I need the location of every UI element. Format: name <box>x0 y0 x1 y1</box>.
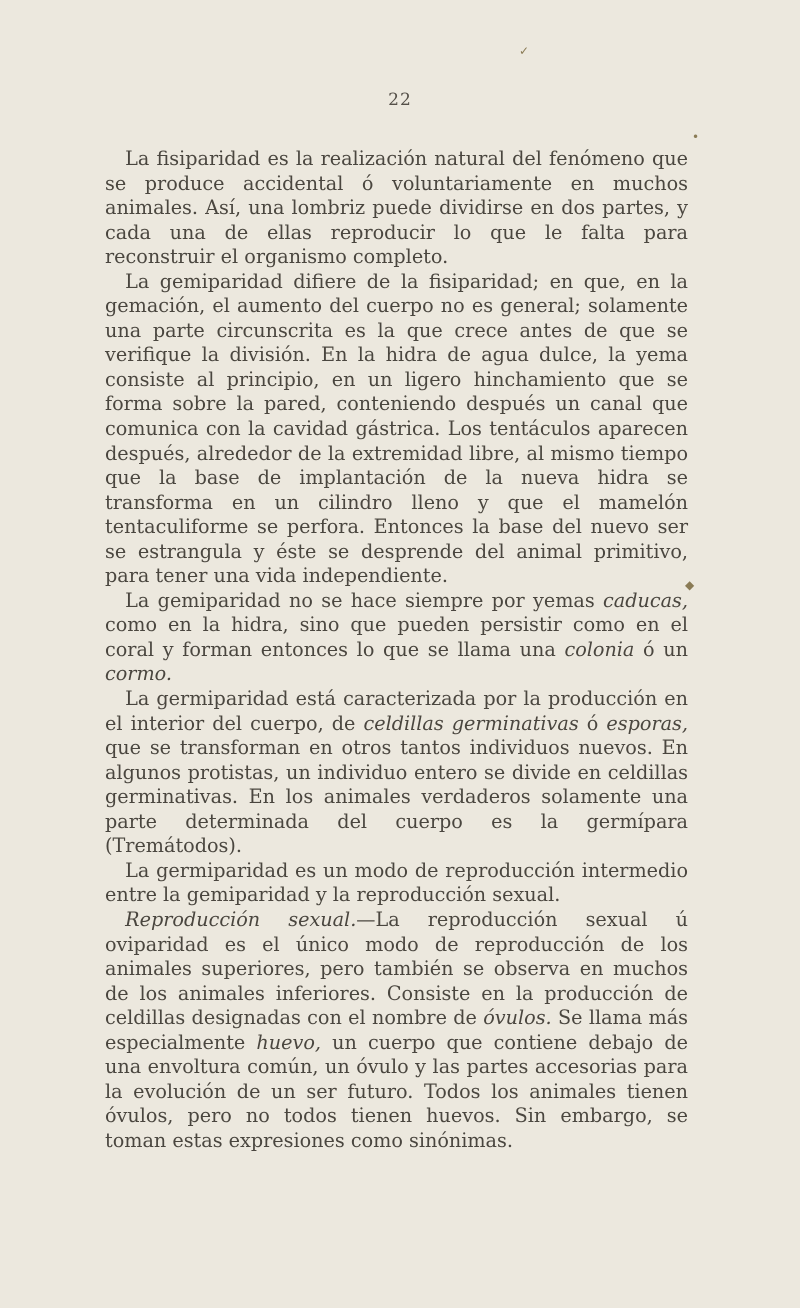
italic-term: Reproducción sexual. <box>125 907 357 931</box>
print-mark: ✓ <box>519 44 530 58</box>
print-dot: • <box>692 130 700 144</box>
paragraph <box>105 908 688 1153</box>
text-run: La gemiparidad difiere de la fisiparidad; en que, en la gemación, el aumento del cuerpo no es general; solamente una parte circunscrita es la que crece antes de que se verifique la división. En la hidra de agua dulce, la yema consiste al principio, en un ligero hinchamiento que se forma sobre la pared, conteniendo después un canal que comunica con la cavidad gástrica. Los tentáculos aparecen después, alrededor de la extremidad libre, al mismo tiempo que la base de implantación de la nueva hidra se transforma en un cilindro lleno y que el mamelón tentaculiforme se perfora. Entonces la base del nuevo ser se estrangula y éste se desprende del animal primitivo, para tener una vida independiente. <box>105 269 688 588</box>
paragraph <box>105 270 688 589</box>
paragraph <box>105 589 688 687</box>
text-run: que se transforman en otros tantos individuos nuevos. En algunos protistas, un individuo entero se divide en celdillas germinativas. En los animales verdaderos solamente una parte determinada del cuerpo es la germípara (Tremátodos). <box>105 736 688 858</box>
paragraph <box>105 147 688 270</box>
italic-term: huevo, <box>256 1030 321 1054</box>
text-run: La fisiparidad es la realización natural del fenómeno que se produce accidental ó voluntariamente en muchos animales. Así, una lombriz puede dividirse en dos partes, y cada una de ellas reproducir lo que le falta para reconstruir el organismo completo. <box>105 147 688 269</box>
text-run: La germiparidad es un modo de reproducción intermedio entre la gemiparidad y la reproducción sexual. <box>105 858 688 907</box>
italic-term: cormo. <box>105 662 172 686</box>
italic-term: celdillas germinativas <box>363 711 579 735</box>
text-run: La germiparidad está caracterizada por la producción en el interior del cuerpo, de <box>105 687 688 735</box>
italic-term: óvulos. <box>483 1006 552 1030</box>
text-run: —La reproducción sexual ú oviparidad es el único modo de reproducción de los animales superiores, pero también se observa en muchos de los animales inferiores. Consiste en la producción de celdillas designadas con el nombre de <box>105 907 688 1030</box>
page-number: 22 <box>388 90 412 110</box>
text-run: Se llama más especialmente <box>105 1006 688 1054</box>
text-run: La gemiparidad no se hace siempre por yemas <box>125 588 604 612</box>
text-run: un cuerpo que contiene debajo de una envoltura común, un óvulo y las partes accesorias para la evolución de un ser futuro. Todos los animales tienen óvulos, pero no todos tienen huevos. Sin embargo, se toman estas expresiones como sinónimas. <box>105 1030 688 1152</box>
paragraph <box>105 687 688 859</box>
text-run: ó un <box>634 637 688 661</box>
italic-term: colonia <box>564 637 635 661</box>
body-text <box>105 147 688 1153</box>
italic-term: caducas, <box>603 588 688 612</box>
paragraph <box>105 859 688 908</box>
italic-term: esporas, <box>606 711 688 735</box>
text-run: como en la hidra, sino que pueden persistir como en el coral y forman entonces lo que se llama una <box>105 613 688 661</box>
text-run: ó <box>578 711 607 735</box>
print-dot: ◆ <box>685 578 695 592</box>
